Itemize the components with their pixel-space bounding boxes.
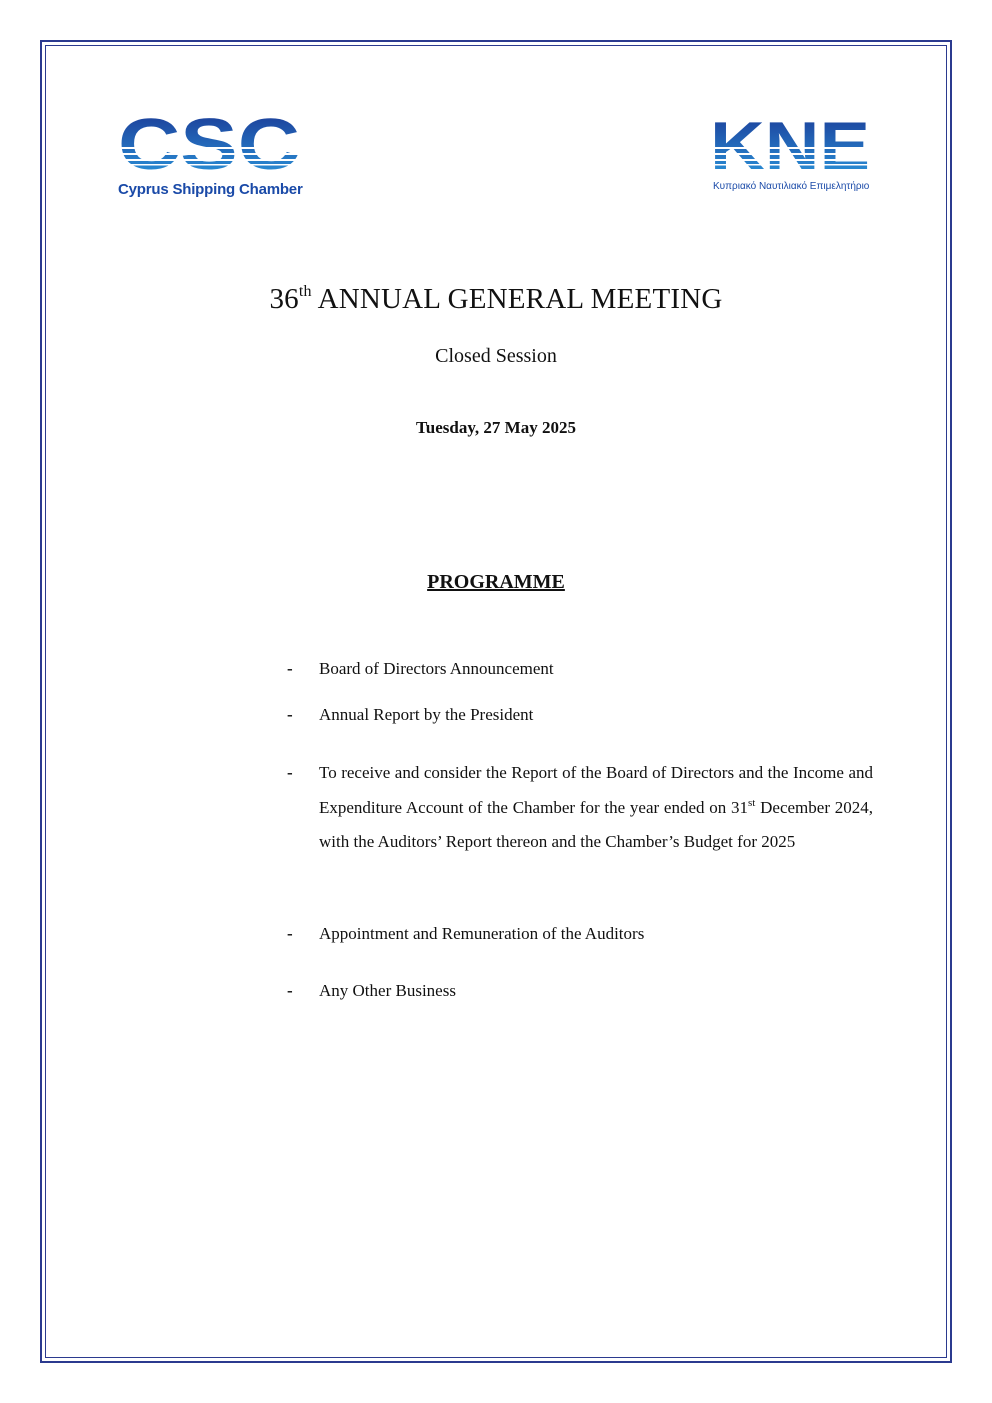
kne-logo-caption: Κυπριακό Ναυτιλιακό Επιμελητήριο bbox=[713, 181, 870, 192]
programme-item bbox=[287, 917, 873, 952]
list-bullet: - bbox=[287, 659, 293, 678]
list-bullet: - bbox=[287, 763, 293, 782]
programme-item-text-part: To receive and consider the Report of the Board of Directors and the Income and Expenditure Account of the Chamber for the year ended on 31 bbox=[319, 763, 873, 817]
kne-logo bbox=[710, 113, 875, 198]
programme-item-text bbox=[319, 756, 873, 860]
programme-item bbox=[287, 698, 873, 733]
programme-item-text: Annual Report by the President bbox=[319, 705, 534, 724]
session-subtitle: Closed Session bbox=[435, 345, 557, 367]
meeting-title bbox=[0, 283, 992, 316]
list-bullet: - bbox=[287, 705, 293, 724]
title-number: 36 bbox=[269, 283, 299, 315]
programme-heading: PROGRAMME bbox=[427, 571, 565, 593]
programme-item bbox=[287, 974, 873, 1009]
kne-logo-mark bbox=[710, 113, 875, 175]
programme-item-text: Any Other Business bbox=[319, 981, 456, 1000]
csc-logo-mark bbox=[118, 113, 303, 175]
programme-item-text-part: December 2024, with the Auditors’ Report thereon and the Chamber’s Budget for 2025 bbox=[319, 797, 873, 851]
programme-item bbox=[287, 756, 873, 860]
programme-item-text: Appointment and Remuneration of the Auditors bbox=[319, 924, 645, 943]
ordinal-suffix: st bbox=[748, 796, 756, 809]
list-bullet: - bbox=[287, 924, 293, 943]
title-ordinal-suffix: th bbox=[298, 283, 312, 300]
title-text: ANNUAL GENERAL MEETING bbox=[311, 283, 723, 315]
programme-item bbox=[287, 652, 873, 687]
csc-logo bbox=[118, 113, 303, 203]
csc-logo-caption: Cyprus Shipping Chamber bbox=[118, 181, 303, 198]
list-bullet: - bbox=[287, 981, 293, 1000]
programme-item-text: Board of Directors Announcement bbox=[319, 659, 554, 678]
meeting-date: Tuesday, 27 May 2025 bbox=[416, 418, 576, 437]
